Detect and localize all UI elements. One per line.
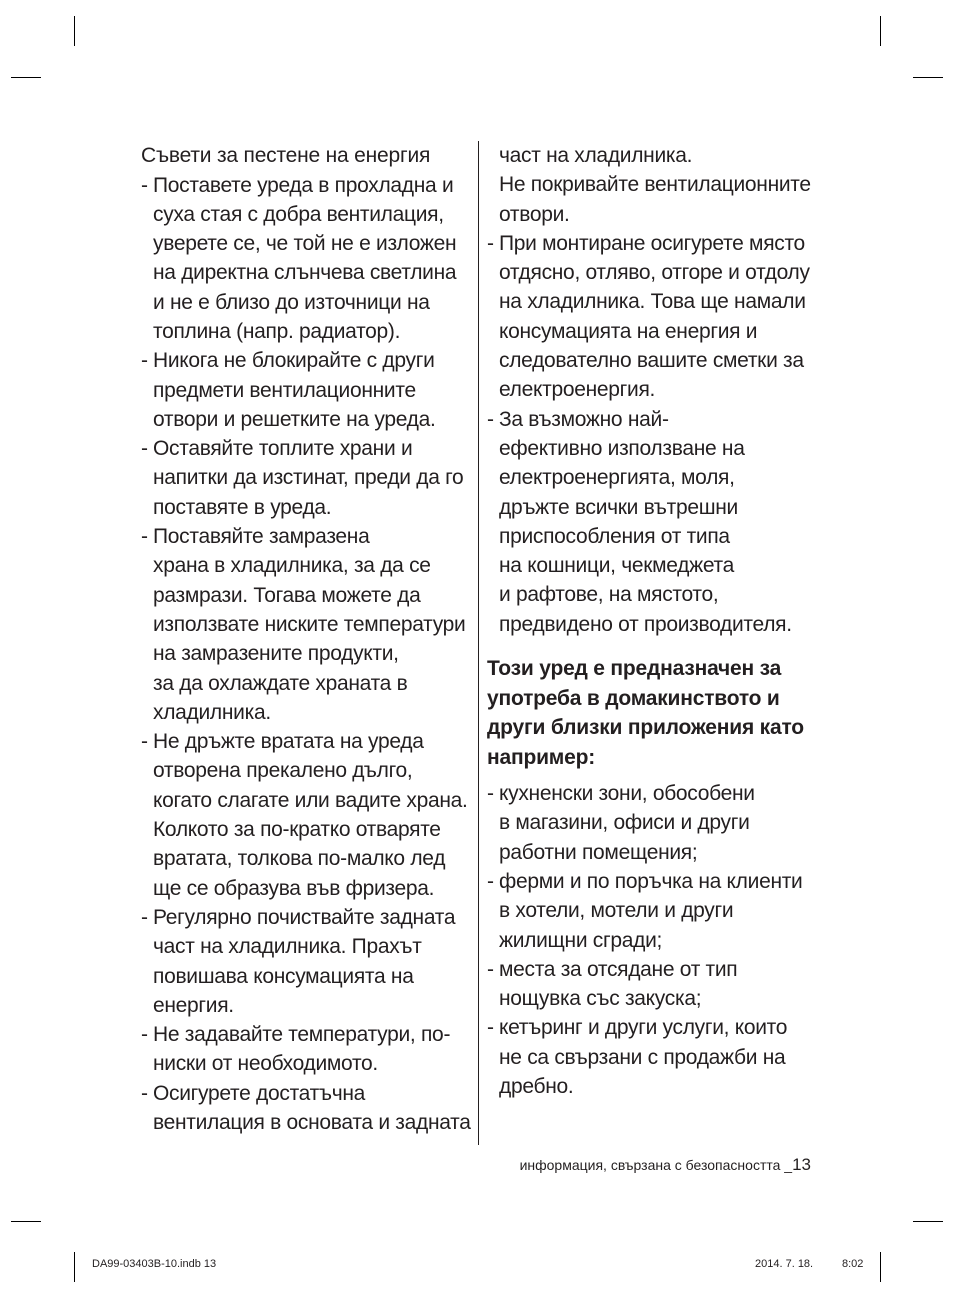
right-column xyxy=(487,141,822,1101)
text-line: - Регулярно почиствайте задната xyxy=(153,905,456,929)
text-line: използвате ниските температури xyxy=(153,612,466,636)
text-line: вратата, толкова по-малко лед xyxy=(153,847,446,871)
text-line: - Никога не блокирайте с други xyxy=(153,349,435,373)
text-line: на директна слънчева светлина xyxy=(153,261,457,285)
text-line: размрази. Тогава можете да xyxy=(153,583,421,607)
text-line: част на хладилника. Прахът xyxy=(153,935,422,959)
text-line: електроенергията, моля, xyxy=(499,466,735,490)
text-line: - Оставяйте топлите храни и xyxy=(153,437,413,461)
text-line: на хладилника. Това ще намали xyxy=(499,290,806,314)
energy-tips-heading: Съвети за пестене на енергия xyxy=(141,144,431,167)
text-line: предмети вентилационните xyxy=(153,378,416,402)
text-line: в магазини, офиси и други xyxy=(499,811,750,835)
text-line: предвидено от производителя. xyxy=(499,612,792,636)
crop-mark xyxy=(913,77,943,78)
page-footer xyxy=(520,1155,811,1175)
text-line: други близки приложения като xyxy=(487,716,804,740)
list-item xyxy=(141,1079,473,1138)
text-line: нощувка със закуска; xyxy=(499,987,702,1011)
text-line: и рафтове, на мястото, xyxy=(499,583,719,607)
text-line: отвори и решетките на уреда. xyxy=(153,407,436,431)
list-item xyxy=(487,229,822,405)
text-line: и не е близо до източници на xyxy=(153,290,430,314)
text-line: - Поставяйте замразена xyxy=(153,525,370,549)
text-line: суха стая с добра вентилация, xyxy=(153,202,444,226)
text-line: дръжте всички вътрешни xyxy=(499,495,738,519)
text-line: - Не задавайте температури, по- xyxy=(153,1023,451,1047)
text-line: на замразените продукти, xyxy=(153,642,399,666)
text-line: вентилация в основата и задната xyxy=(153,1111,471,1134)
text-line: за да охлаждате храната в xyxy=(153,671,408,695)
energy-tips-list xyxy=(141,171,473,1138)
text-line: - кетъринг и други услуги, които xyxy=(499,1016,788,1040)
imprint-file: DA99-03403B-10.indb 13 xyxy=(92,1258,217,1270)
text-line: ниски от необходимото. xyxy=(153,1052,378,1076)
list-item xyxy=(141,903,473,1020)
crop-mark xyxy=(11,77,41,78)
crop-mark xyxy=(913,1221,943,1222)
text-line: не са свързани с продажби на xyxy=(499,1045,786,1069)
crop-mark xyxy=(74,1252,75,1282)
intended-use-heading xyxy=(487,654,822,772)
left-column xyxy=(141,141,473,1137)
text-line: електроенергия. xyxy=(499,378,656,402)
text-line: употреба в домакинството и xyxy=(487,686,780,710)
text-line: отдясно, отляво, отгоре и отдолу xyxy=(499,261,810,285)
text-line: част на хладилника. xyxy=(499,144,693,167)
text-line: например: xyxy=(487,745,596,769)
list-item xyxy=(141,727,473,903)
imprint-date: 2014. 7. 18. xyxy=(755,1258,814,1270)
footer-section-title: информация, свързана с безопасността _ xyxy=(519,1157,793,1173)
text-line: - Осигурете достатъчна xyxy=(153,1081,366,1105)
text-line: жилищни сгради; xyxy=(499,928,663,952)
text-line: храна в хладилника, за да се xyxy=(153,554,431,578)
text-line: отвори. xyxy=(499,202,570,226)
text-line: Този уред е предназначен за xyxy=(487,657,782,681)
crop-mark xyxy=(880,16,881,46)
text-line: - За възможно най- xyxy=(499,407,669,431)
list-item xyxy=(141,171,473,347)
text-line: - Поставете уреда в прохладна и xyxy=(153,173,454,197)
energy-tips-list-continued xyxy=(487,229,822,639)
text-line: - места за отсядане от тип xyxy=(499,957,738,981)
list-item xyxy=(141,346,473,434)
text-line: енергия. xyxy=(153,993,234,1017)
text-line: в хотели, мотели и други xyxy=(499,899,734,923)
text-line: когато слагате или вадите храна. xyxy=(153,788,468,812)
text-line: следователно вашите сметки за xyxy=(499,349,804,373)
list-item xyxy=(487,405,822,639)
text-line: работни помещения; xyxy=(499,840,698,864)
text-line: отворена прекалено дълго, xyxy=(153,759,413,783)
list-item xyxy=(487,867,822,955)
crop-mark xyxy=(11,1221,41,1222)
text-line: топлина (напр. радиатор). xyxy=(153,319,401,343)
page-number: 13 xyxy=(792,1155,811,1174)
crop-mark xyxy=(74,16,75,46)
text-line: поставяте в уреда. xyxy=(153,495,332,519)
intended-use-list xyxy=(487,779,822,1101)
list-item xyxy=(141,1020,473,1079)
imprint-time: 8:02 xyxy=(842,1258,864,1270)
text-line: приспособления от типа xyxy=(499,524,730,548)
list-item xyxy=(141,434,473,522)
list-item xyxy=(487,955,822,1014)
text-line: хладилника. xyxy=(153,700,271,724)
list-item xyxy=(487,779,822,867)
text-line: ще се образува във фризера. xyxy=(153,876,435,900)
text-line: дребно. xyxy=(499,1075,574,1099)
text-line: консумацията на енергия и xyxy=(499,319,758,343)
text-line: Не покривайте вентилационните xyxy=(499,173,811,197)
text-line: - ферми и по поръчка на клиенти xyxy=(499,869,803,893)
text-line: Колкото за по-кратко отваряте xyxy=(153,818,441,842)
text-line: повишава консумацията на xyxy=(153,964,414,988)
text-line: - кухненски зони, обособени xyxy=(499,782,755,806)
text-line: уверете се, че той не е изложен xyxy=(153,232,457,256)
continued-paragraph xyxy=(487,141,822,229)
crop-mark xyxy=(880,1252,881,1282)
column-divider xyxy=(478,141,479,1145)
list-item xyxy=(141,522,473,727)
text-line: напитки да изстинат, преди да го xyxy=(153,466,464,490)
list-item xyxy=(487,1013,822,1101)
text-line: на кошници, чекмеджета xyxy=(499,554,735,578)
text-line: - Не дръжте вратата на уреда xyxy=(153,730,424,754)
text-line: - При монтиране осигурете място xyxy=(499,231,805,255)
text-line: ефективно използване на xyxy=(499,436,745,460)
